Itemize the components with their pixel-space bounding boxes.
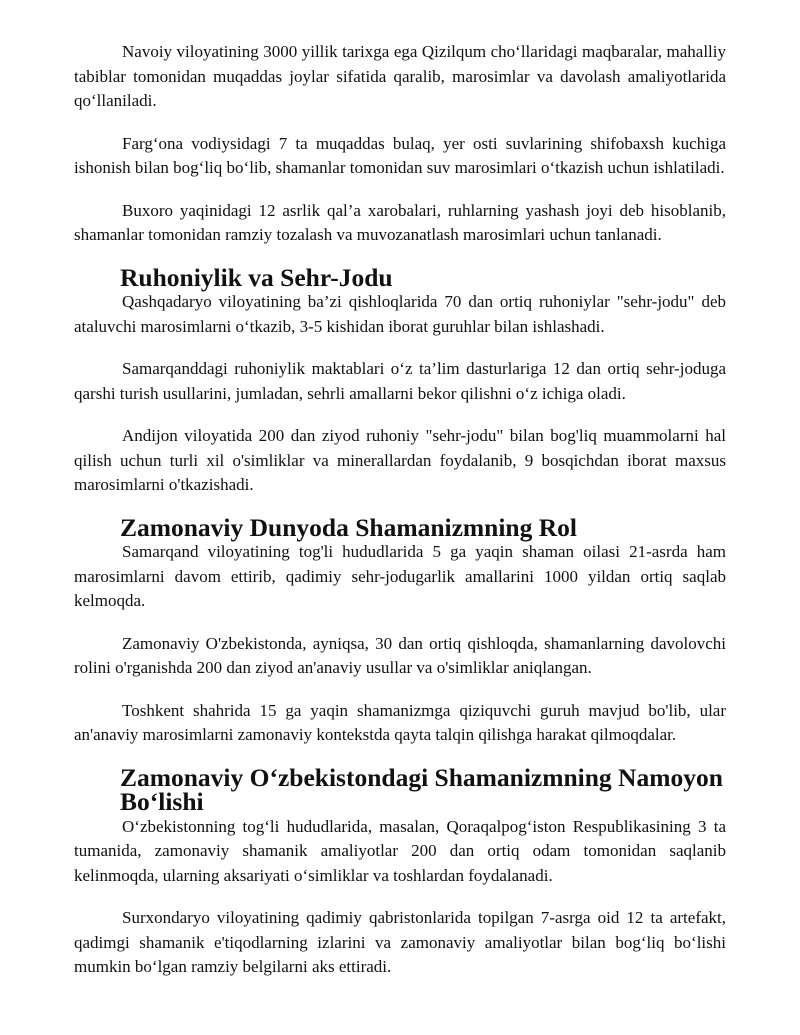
paragraph-zamonaviy-ozbekiston: Zamonaviy O'zbekistonda, ayniqsa, 30 dan ortiq qishloqda, shamanlarning davolovchi rolini o'rganishda 200 dan ziyod an'anaviy usullar va o'simliklar aniqlangan. xyxy=(74,633,726,677)
paragraph-qoraqalpogiston: O‘zbekistonning tog‘li hududlarida, masalan, Qoraqalpog‘iston Respublikasining 3 ta tumanida, zamonaviy shamanik amaliyotlar 200 dan ortiq odam tomonidan saqlanib kelinmoqda, ularning aksariyati o‘simliklar va toshlardan foydalanadi. xyxy=(74,816,726,885)
paragraph-surxondaryo: Surxondaryo viloyatining qadimiy qabristonlarida topilgan 7-asrga oid 12 ta artefakt, qadimgi shamanik e'tiqodlarning izlarini va zamonaviy amaliyotlar bilan bog‘liq bo‘lishi mumkin bo‘lgan ramziy belgilarni aks ettiradi. xyxy=(74,908,726,976)
section-heading-zamonaviy-dunyo: Zamonaviy Dunyoda Shamanizmning Rol xyxy=(120,512,577,542)
paragraph-toshkent: Toshkent shahrida 15 ga yaqin shamanizmga qiziquvchi guruh mavjud bo'lib, ular an'anaviy marosimlarni zamonaviy kontekstda qayta talqin qilishga harakat qilmoqdalar. xyxy=(74,700,726,744)
section-heading-ruhoniylik: Ruhoniylik va Sehr-Jodu xyxy=(120,262,393,292)
paragraph-fargona: Farg‘ona vodiysidagi 7 ta muqaddas bulaq, yer osti suvlarining shifobaxsh kuchiga ishonish bilan bog‘liq bo‘lib, shamanlar tomonidan suv marosimlari o‘tkazish uchun ishlatiladi. xyxy=(74,133,726,177)
paragraph-samarqand-maktablar: Samarqanddagi ruhoniylik maktablari o‘z ta’lim dasturlariga 12 dan ortiq sehr-joduga qarshi turish usullarini, jumladan, sehrli amallarni bekor qilishni o‘z ichiga oladi. xyxy=(74,359,726,403)
paragraph-buxoro: Buxoro yaqinidagi 12 asrlik qal’a xarobalari, ruhlarning yashash joyi deb hisoblanib, shamanlar tomonidan ramziy tozalash va muvozanatlash marosimlari uchun tanlanadi. xyxy=(74,200,726,244)
section-heading-namoyon: Zamonaviy O‘zbekistondagi Shamanizmning Namoyon Bo‘lishi xyxy=(120,762,723,816)
paragraph-samarqand-shaman: Samarqand viloyatining tog'li hududlarida 5 ga yaqin shaman oilasi 21-asrda ham marosimlarni davom ettirib, qadimiy sehr-jodugarlik amallarini 1000 yildan ortiq saqlab kelmoqda. xyxy=(74,542,726,610)
paragraph-andijon: Andijon viloyatida 200 dan ziyod ruhoniy "sehr-jodu" bilan bog'liq muammolarni hal qilish uchun turli xil o'simliklar va minerallardan foydalanib, 9 bosqichdan iborat maxsus marosimlarni o'tkazishadi. xyxy=(74,426,726,494)
paragraph-qashqadaryo: Qashqadaryo viloyatining ba’zi qishloqlarida 70 dan ortiq ruhoniylar "sehr-jodu" deb ataluvchi marosimlarni o‘tkazib, 3-5 kishidan iborat guruhlar bilan ishlashadi. xyxy=(74,292,726,336)
paragraph-navoiy: Navoiy viloyatining 3000 yillik tarixga ega Qizilqum cho‘llaridagi maqbaralar, mahalliy tabiblar tomonidan muqaddas joylar sifatida qaralib, marosimlar va davolash amaliyotlarida qo‘llaniladi. xyxy=(74,42,726,110)
